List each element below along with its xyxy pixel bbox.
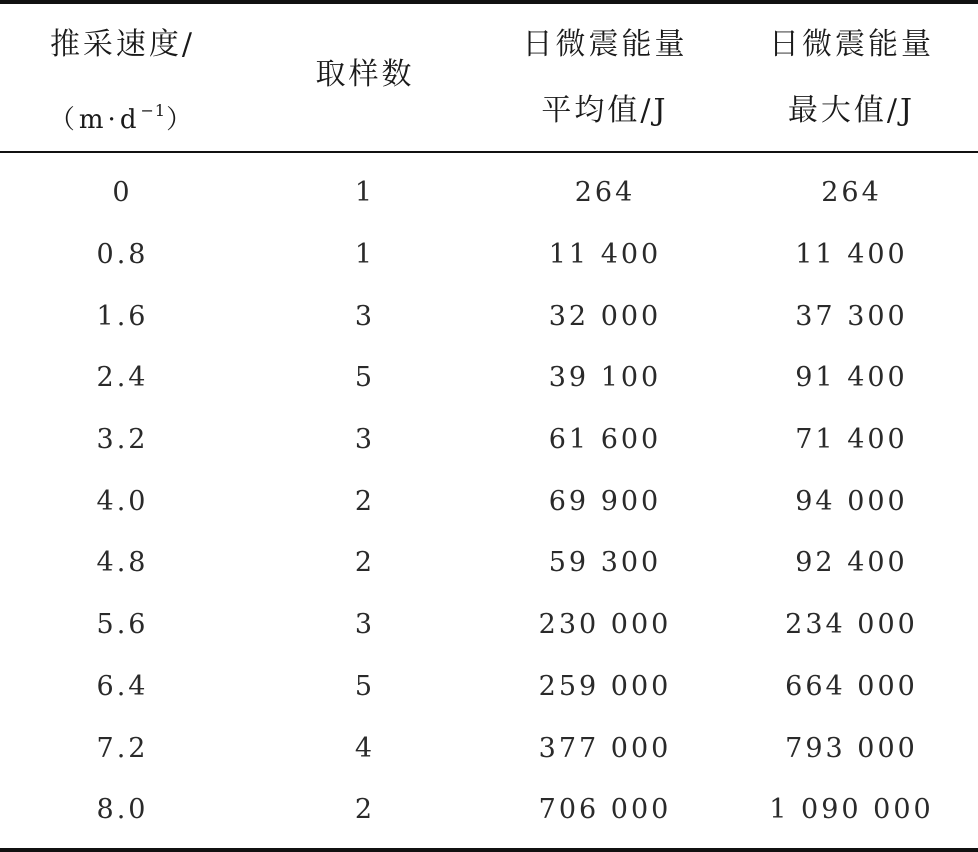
cell-max-energy: 264	[821, 177, 882, 209]
cell-avg-energy: 11 400	[548, 239, 662, 271]
table-row	[0, 285, 978, 347]
cell-max-energy: 1 090 000	[769, 794, 934, 826]
cell-max-energy: 91 400	[795, 362, 908, 394]
cell-avg-energy: 230 000	[538, 609, 672, 641]
cell-samples: 3	[354, 424, 376, 456]
cell-samples: 2	[354, 794, 376, 826]
cell-samples: 1	[354, 177, 376, 209]
table-bottom-rule	[0, 848, 978, 852]
cell-max-energy: 11 400	[795, 239, 908, 271]
cell-speed: 0.8	[96, 239, 149, 271]
cell-speed: 7.2	[96, 732, 149, 764]
table-top-rule	[0, 0, 978, 4]
cell-samples: 3	[354, 300, 376, 332]
table-body	[0, 162, 978, 841]
header-samples	[245, 42, 485, 108]
header-avg-energy-line1: 日微震能量	[522, 27, 688, 62]
table-row	[0, 594, 978, 656]
table-row	[0, 347, 978, 409]
table-row	[0, 656, 978, 718]
table-row	[0, 470, 978, 532]
cell-speed: 0	[112, 177, 133, 209]
cell-avg-energy: 264	[574, 177, 636, 209]
table-header-rule	[0, 151, 978, 153]
cell-speed: 5.6	[96, 609, 149, 641]
cell-max-energy: 664 000	[785, 670, 918, 702]
cell-samples: 1	[354, 239, 376, 271]
header-speed-unit-suffix: ）	[166, 105, 197, 135]
header-speed-unit-prefix: （m·d	[48, 105, 141, 135]
header-speed	[0, 12, 245, 144]
cell-avg-energy: 706 000	[538, 794, 672, 826]
cell-avg-energy: 377 000	[538, 732, 672, 764]
header-max-energy	[725, 12, 978, 144]
table-row	[0, 409, 978, 471]
cell-speed: 3.2	[96, 424, 149, 456]
table-row	[0, 532, 978, 594]
cell-speed: 2.4	[96, 362, 149, 394]
cell-speed: 1.6	[96, 300, 149, 332]
header-avg-energy	[485, 12, 725, 144]
header-speed-unit	[0, 78, 245, 144]
cell-avg-energy: 59 300	[548, 547, 662, 579]
table-row	[0, 779, 978, 841]
cell-max-energy: 94 000	[795, 485, 908, 517]
table-row	[0, 224, 978, 286]
cell-speed: 6.4	[96, 670, 149, 702]
cell-max-energy: 71 400	[795, 424, 908, 456]
cell-avg-energy: 32 000	[548, 300, 662, 332]
cell-samples: 3	[354, 609, 376, 641]
header-samples-label: 取样数	[315, 57, 415, 92]
table-row	[0, 717, 978, 779]
cell-avg-energy: 39 100	[548, 362, 662, 394]
cell-avg-energy: 259 000	[538, 670, 672, 702]
cell-speed: 4.0	[96, 485, 149, 517]
cell-samples: 5	[354, 362, 376, 394]
cell-samples: 2	[354, 485, 376, 517]
cell-speed: 8.0	[96, 794, 149, 826]
cell-max-energy: 793 000	[785, 732, 918, 764]
header-max-energy-line2: 最大值/J	[787, 93, 916, 128]
header-speed-label: 推采速度/	[49, 27, 196, 62]
table-row	[0, 162, 978, 224]
cell-max-energy: 37 300	[795, 300, 908, 332]
header-avg-energy-line2: 平均值/J	[541, 93, 669, 128]
cell-samples: 2	[354, 547, 376, 579]
header-speed-unit-exponent: −1	[140, 101, 167, 120]
cell-avg-energy: 69 900	[548, 485, 662, 517]
header-max-energy-line1: 日微震能量	[769, 27, 934, 62]
cell-max-energy: 92 400	[795, 547, 908, 579]
cell-avg-energy: 61 600	[548, 424, 662, 456]
cell-speed: 4.8	[96, 547, 149, 579]
cell-samples: 4	[354, 732, 376, 764]
cell-samples: 5	[354, 670, 376, 702]
cell-max-energy: 234 000	[785, 609, 918, 641]
